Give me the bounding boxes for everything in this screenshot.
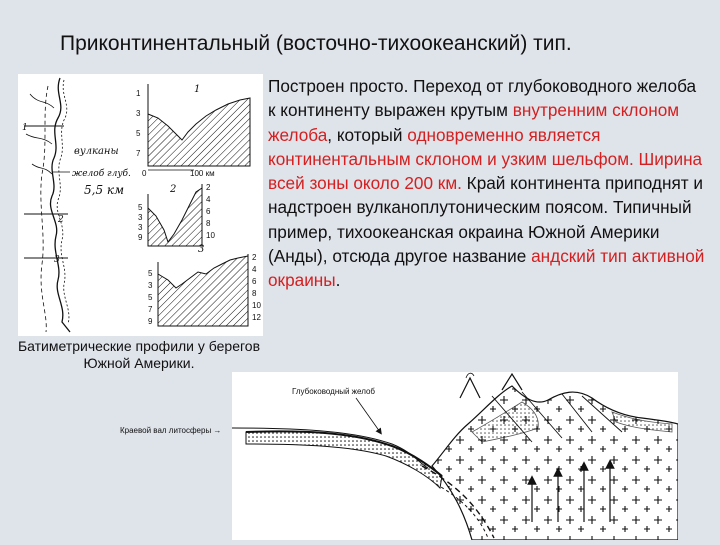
rim-label-text: Краевой вал литосферы → (120, 426, 222, 435)
body-highlight-2: одновременно является континентальным склоном и узким шельфом. Ширина всей зоны около 200 км. (268, 124, 703, 194)
scale-zero: 0 (142, 169, 147, 178)
volcanoes-label: вулканы (74, 146, 119, 157)
svg-text:12: 12 (252, 313, 261, 322)
svg-text:3: 3 (138, 213, 143, 222)
body-highlight-3: андский тип активной окраины (268, 246, 705, 291)
svg-text:4: 4 (252, 265, 257, 274)
svg-text:2: 2 (252, 253, 257, 262)
figure-caption: Батиметрические профили у берегов Южной Америки. (17, 338, 261, 371)
volcanic-rivers (26, 94, 54, 174)
svg-text:3: 3 (136, 109, 141, 118)
svg-text:5: 5 (138, 203, 143, 212)
bathymetric-figure-drawing (18, 74, 263, 336)
body-text-1: Построен просто. Переход от глубоководного желоба к континенту выражен крутым (268, 76, 697, 121)
map-num-1: 1 (22, 123, 28, 133)
scale-label: 100 км (190, 169, 215, 178)
svg-text:5: 5 (148, 269, 153, 278)
volcano-1 (460, 378, 480, 398)
svg-text:3: 3 (148, 281, 153, 290)
trench-depth-label-2: 5,5 км (84, 183, 125, 197)
profile-3-number: 3 (198, 244, 205, 255)
svg-text:5: 5 (136, 129, 141, 138)
map-num-2: 2 (58, 215, 64, 225)
svg-text:10: 10 (206, 231, 215, 240)
svg-text:10: 10 (252, 301, 261, 310)
svg-text:9: 9 (148, 317, 153, 326)
svg-text:7: 7 (148, 305, 153, 314)
profile-1 (136, 84, 250, 178)
slide-title: Приконтинентальный (восточно-тихоокеанский) тип. (60, 32, 572, 55)
profile-2 (138, 183, 215, 246)
trench-label: Глубоководный желоб (292, 387, 375, 396)
svg-text:2: 2 (206, 183, 211, 192)
profile-1-number: 1 (194, 84, 201, 95)
svg-text:7: 7 (136, 149, 141, 158)
trench-depth-label-1: желоб глуб. (72, 169, 131, 179)
svg-text:9: 9 (138, 233, 143, 242)
body-text-2: , который (327, 124, 408, 145)
body-text-3: Край континента приподнят и надстроен вулканоплутоническим поясом. Типичный пример, тихоокеанская окраина Южной Америки (Анды), отсюда другое название (268, 173, 704, 267)
svg-text:1: 1 (136, 89, 141, 98)
cross-section-drawing (232, 372, 678, 540)
svg-text:8: 8 (252, 289, 257, 298)
map-num-3: 3 (54, 255, 60, 265)
trench-line (41, 86, 48, 332)
continental-block (432, 386, 678, 540)
bathymetric-figure (18, 74, 263, 336)
cross-section-diagram (232, 372, 678, 540)
body-paragraph (268, 74, 708, 293)
oceanic-slab (246, 431, 442, 488)
coastline-path (50, 78, 70, 332)
svg-text:3: 3 (138, 223, 143, 232)
body-highlight-1: внутренним склоном желоба (268, 100, 680, 145)
svg-text:5: 5 (148, 293, 153, 302)
svg-text:4: 4 (206, 195, 211, 204)
svg-text:8: 8 (206, 219, 211, 228)
profile-3 (148, 244, 261, 326)
profile-2-number: 2 (170, 184, 177, 195)
svg-text:6: 6 (206, 207, 211, 216)
svg-text:6: 6 (252, 277, 257, 286)
body-text-4: . (335, 270, 341, 291)
